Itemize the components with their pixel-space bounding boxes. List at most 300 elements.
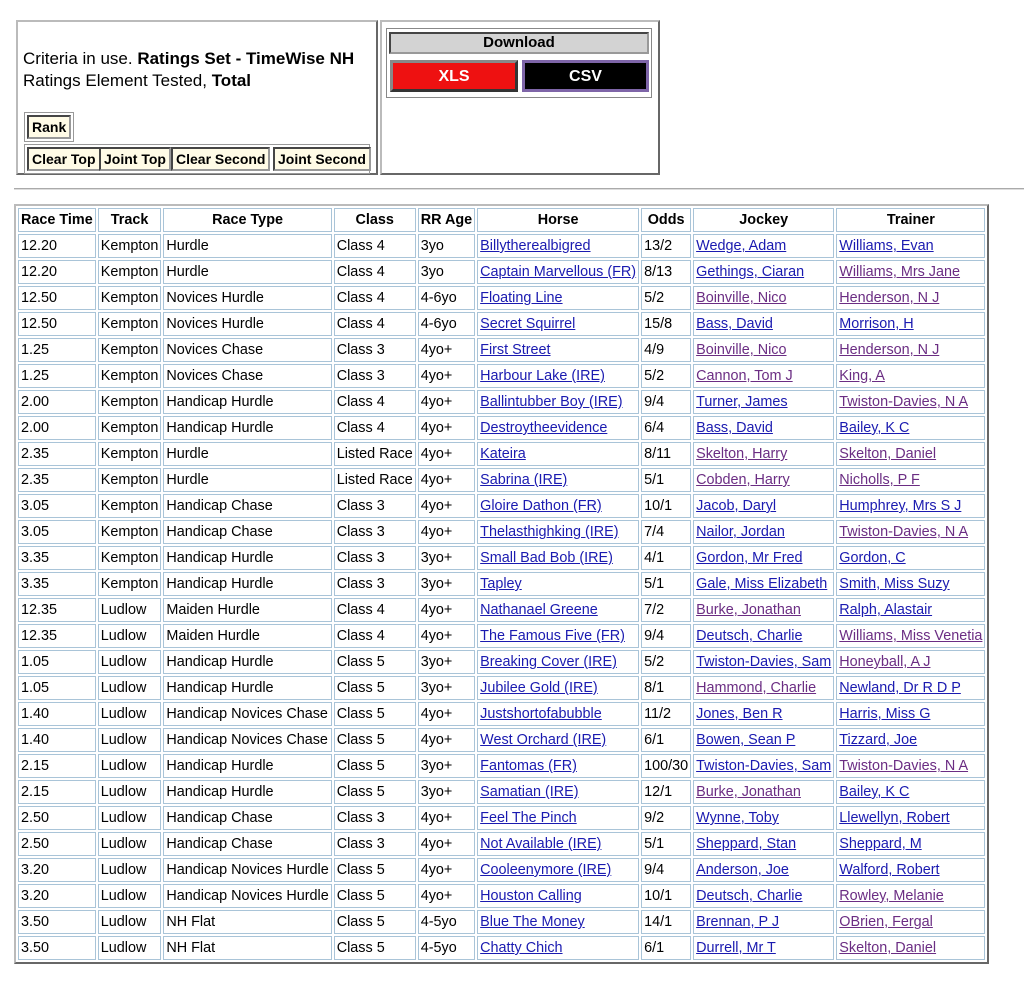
horse-link[interactable]: Captain Marvellous (FR) bbox=[480, 264, 637, 280]
jockey-link[interactable]: Boinville, Nico bbox=[696, 342, 787, 358]
horse-link[interactable]: West Orchard (IRE) bbox=[480, 732, 607, 748]
table-row bbox=[18, 598, 985, 622]
trainer-link[interactable]: Newland, Dr R D P bbox=[839, 680, 961, 696]
trainer-link[interactable]: Honeyball, A J bbox=[839, 654, 931, 670]
jockey-cell bbox=[693, 442, 834, 466]
horse-cell bbox=[477, 624, 639, 648]
track-cell: Kempton bbox=[98, 286, 162, 310]
jockey-link[interactable]: Bass, David bbox=[696, 316, 773, 332]
trainer-link[interactable]: Twiston-Davies, N A bbox=[839, 394, 969, 410]
odds-cell: 9/4 bbox=[641, 858, 691, 882]
race-time-cell: 1.40 bbox=[18, 728, 96, 752]
table-body bbox=[18, 234, 985, 960]
race-type-cell: Handicap Hurdle bbox=[163, 650, 331, 674]
rr-age-cell: 4-5yo bbox=[418, 936, 475, 960]
race-time-cell: 2.15 bbox=[18, 754, 96, 778]
rr-age-cell: 3yo bbox=[418, 234, 475, 258]
rr-age-cell: 4yo+ bbox=[418, 416, 475, 440]
horse-link[interactable]: First Street bbox=[480, 342, 551, 358]
rr-age-cell: 4-5yo bbox=[418, 910, 475, 934]
trainer-cell bbox=[836, 468, 985, 492]
trainer-link[interactable]: Rowley, Melanie bbox=[839, 888, 944, 904]
race-time-cell: 3.05 bbox=[18, 520, 96, 544]
class-cell: Class 5 bbox=[334, 676, 416, 700]
table-row bbox=[18, 780, 985, 804]
trainer-link[interactable]: Llewellyn, Robert bbox=[839, 810, 950, 826]
odds-cell: 5/1 bbox=[641, 468, 691, 492]
odds-cell: 6/4 bbox=[641, 416, 691, 440]
race-time-cell: 3.20 bbox=[18, 858, 96, 882]
jockey-cell bbox=[693, 936, 834, 960]
column-header-race-type: Race Type bbox=[163, 208, 331, 232]
horse-link[interactable]: Cooleenymore (IRE) bbox=[480, 862, 612, 878]
rr-age-cell: 3yo+ bbox=[418, 546, 475, 570]
race-type-cell: Handicap Chase bbox=[163, 832, 331, 856]
odds-cell: 5/2 bbox=[641, 650, 691, 674]
track-cell: Kempton bbox=[98, 390, 162, 414]
trainer-cell bbox=[836, 910, 985, 934]
horse-link[interactable]: Floating Line bbox=[480, 290, 563, 306]
trainer-cell bbox=[836, 832, 985, 856]
jockey-link[interactable]: Bowen, Sean P bbox=[696, 732, 796, 748]
race-type-cell: Handicap Chase bbox=[163, 520, 331, 544]
race-time-cell: 12.35 bbox=[18, 624, 96, 648]
jockey-link[interactable]: Twiston-Davies, Sam bbox=[696, 758, 832, 774]
trainer-cell bbox=[836, 338, 985, 362]
rr-age-cell: 3yo+ bbox=[418, 754, 475, 778]
horse-link[interactable]: Samatian (IRE) bbox=[480, 784, 579, 800]
odds-cell: 10/1 bbox=[641, 494, 691, 518]
rr-age-cell: 4yo+ bbox=[418, 598, 475, 622]
odds-cell: 6/1 bbox=[641, 936, 691, 960]
selection-button-row bbox=[24, 144, 370, 174]
xls-download-button[interactable]: XLS bbox=[390, 60, 518, 92]
trainer-link[interactable]: OBrien, Fergal bbox=[839, 914, 933, 930]
horse-cell bbox=[477, 416, 639, 440]
jockey-link[interactable]: Gale, Miss Elizabeth bbox=[696, 576, 828, 592]
track-cell: Kempton bbox=[98, 494, 162, 518]
horse-cell bbox=[477, 260, 639, 284]
jockey-link[interactable]: Gordon, Mr Fred bbox=[696, 550, 803, 566]
track-cell: Ludlow bbox=[98, 858, 162, 882]
table-row bbox=[18, 702, 985, 726]
trainer-cell bbox=[836, 364, 985, 388]
trainer-link[interactable]: Humphrey, Mrs S J bbox=[839, 498, 962, 514]
trainer-link[interactable]: Tizzard, Joe bbox=[839, 732, 918, 748]
jockey-cell bbox=[693, 286, 834, 310]
trainer-cell bbox=[836, 936, 985, 960]
jockey-cell bbox=[693, 858, 834, 882]
track-cell: Kempton bbox=[98, 546, 162, 570]
track-cell: Ludlow bbox=[98, 806, 162, 830]
table-row bbox=[18, 390, 985, 414]
horse-cell bbox=[477, 520, 639, 544]
column-header-trainer: Trainer bbox=[836, 208, 985, 232]
horse-cell bbox=[477, 364, 639, 388]
race-type-cell: Hurdle bbox=[163, 260, 331, 284]
class-cell: Class 4 bbox=[334, 286, 416, 310]
jockey-cell bbox=[693, 754, 834, 778]
trainer-cell bbox=[836, 416, 985, 440]
download-header: Download bbox=[389, 32, 649, 54]
class-cell: Listed Race bbox=[334, 442, 416, 466]
csv-download-button[interactable]: CSV bbox=[522, 60, 649, 92]
rr-age-cell: 3yo+ bbox=[418, 572, 475, 596]
odds-cell: 9/4 bbox=[641, 390, 691, 414]
race-type-cell: Handicap Novices Hurdle bbox=[163, 858, 331, 882]
trainer-link[interactable]: Morrison, H bbox=[839, 316, 914, 332]
race-time-cell: 2.00 bbox=[18, 416, 96, 440]
table-row bbox=[18, 494, 985, 518]
jockey-cell bbox=[693, 572, 834, 596]
odds-cell: 4/1 bbox=[641, 546, 691, 570]
criteria-prefix: Criteria in use. bbox=[23, 49, 138, 68]
column-header-odds: Odds bbox=[641, 208, 691, 232]
trainer-cell bbox=[836, 676, 985, 700]
track-cell: Ludlow bbox=[98, 910, 162, 934]
table-row bbox=[18, 468, 985, 492]
clear-second-button[interactable]: Clear Second bbox=[171, 147, 270, 171]
jockey-cell bbox=[693, 494, 834, 518]
odds-cell: 5/2 bbox=[641, 364, 691, 388]
horse-link[interactable]: Secret Squirrel bbox=[480, 316, 576, 332]
class-cell: Class 3 bbox=[334, 572, 416, 596]
jockey-cell bbox=[693, 832, 834, 856]
class-cell: Class 5 bbox=[334, 702, 416, 726]
odds-cell: 7/2 bbox=[641, 598, 691, 622]
horse-link[interactable]: Billytherealbigred bbox=[480, 238, 591, 254]
track-cell: Ludlow bbox=[98, 676, 162, 700]
horse-cell bbox=[477, 702, 639, 726]
jockey-link[interactable]: Deutsch, Charlie bbox=[696, 628, 803, 644]
rr-age-cell: 3yo+ bbox=[418, 650, 475, 674]
jockey-cell bbox=[693, 884, 834, 908]
jockey-link[interactable]: Wynne, Toby bbox=[696, 810, 779, 826]
horse-cell bbox=[477, 390, 639, 414]
race-time-cell: 2.50 bbox=[18, 806, 96, 830]
class-cell: Class 4 bbox=[334, 416, 416, 440]
trainer-link[interactable]: Skelton, Daniel bbox=[839, 446, 937, 462]
joint-second-button[interactable]: Joint Second bbox=[273, 147, 371, 171]
class-cell: Class 3 bbox=[334, 546, 416, 570]
rank-group bbox=[24, 112, 74, 142]
trainer-link[interactable]: Bailey, K C bbox=[839, 420, 910, 436]
odds-cell: 4/9 bbox=[641, 338, 691, 362]
horse-link[interactable]: Sabrina (IRE) bbox=[480, 472, 568, 488]
trainer-link[interactable]: Gordon, C bbox=[839, 550, 906, 566]
horse-link[interactable]: Destroytheevidence bbox=[480, 420, 608, 436]
clear-top-button[interactable]: Clear Top bbox=[27, 147, 101, 171]
criteria-text bbox=[23, 48, 354, 92]
jockey-link[interactable]: Anderson, Joe bbox=[696, 862, 789, 878]
rr-age-cell: 4yo+ bbox=[418, 442, 475, 466]
horse-cell bbox=[477, 468, 639, 492]
table-row bbox=[18, 910, 985, 934]
horse-link[interactable]: Small Bad Bob (IRE) bbox=[480, 550, 613, 566]
column-header-race-time: Race Time bbox=[18, 208, 96, 232]
race-time-cell: 3.20 bbox=[18, 884, 96, 908]
class-cell: Class 5 bbox=[334, 910, 416, 934]
race-time-cell: 12.35 bbox=[18, 598, 96, 622]
horse-link[interactable]: Kateira bbox=[480, 446, 526, 462]
horse-link[interactable]: Justshortofabubble bbox=[480, 706, 602, 722]
race-type-cell: Handicap Hurdle bbox=[163, 546, 331, 570]
race-time-cell: 1.40 bbox=[18, 702, 96, 726]
track-cell: Ludlow bbox=[98, 754, 162, 778]
trainer-link[interactable]: Bailey, K C bbox=[839, 784, 910, 800]
jockey-link[interactable]: Cannon, Tom J bbox=[696, 368, 793, 384]
race-type-cell: Novices Hurdle bbox=[163, 286, 331, 310]
rank-button[interactable]: Rank bbox=[27, 115, 71, 139]
trainer-cell bbox=[836, 650, 985, 674]
jockey-link[interactable]: Gethings, Ciaran bbox=[696, 264, 805, 280]
race-type-cell: Novices Chase bbox=[163, 364, 331, 388]
race-time-cell: 3.05 bbox=[18, 494, 96, 518]
horse-cell bbox=[477, 806, 639, 830]
trainer-cell bbox=[836, 494, 985, 518]
jockey-link[interactable]: Deutsch, Charlie bbox=[696, 888, 803, 904]
odds-cell: 9/4 bbox=[641, 624, 691, 648]
horse-link[interactable]: Blue The Money bbox=[480, 914, 585, 930]
class-cell: Class 3 bbox=[334, 832, 416, 856]
track-cell: Kempton bbox=[98, 468, 162, 492]
trainer-cell bbox=[836, 286, 985, 310]
race-type-cell: Handicap Hurdle bbox=[163, 754, 331, 778]
jockey-link[interactable]: Turner, James bbox=[696, 394, 788, 410]
element-prefix: Ratings Element Tested, bbox=[23, 71, 212, 90]
jockey-link[interactable]: Hammond, Charlie bbox=[696, 680, 817, 696]
trainer-link[interactable]: Skelton, Daniel bbox=[839, 940, 937, 956]
trainer-cell bbox=[836, 754, 985, 778]
class-cell: Class 5 bbox=[334, 884, 416, 908]
class-cell: Class 3 bbox=[334, 494, 416, 518]
column-header-horse: Horse bbox=[477, 208, 639, 232]
class-cell: Class 5 bbox=[334, 858, 416, 882]
horse-cell bbox=[477, 572, 639, 596]
horse-link[interactable]: Not Available (IRE) bbox=[480, 836, 602, 852]
horse-link[interactable]: Chatty Chich bbox=[480, 940, 563, 956]
trainer-link[interactable]: Walford, Robert bbox=[839, 862, 940, 878]
horse-cell bbox=[477, 234, 639, 258]
trainer-cell bbox=[836, 598, 985, 622]
jockey-cell bbox=[693, 520, 834, 544]
column-header-track: Track bbox=[98, 208, 162, 232]
table-row bbox=[18, 806, 985, 830]
jockey-cell bbox=[693, 468, 834, 492]
horse-cell bbox=[477, 936, 639, 960]
trainer-link[interactable]: Twiston-Davies, N A bbox=[839, 758, 969, 774]
class-cell: Class 4 bbox=[334, 624, 416, 648]
race-type-cell: Novices Hurdle bbox=[163, 312, 331, 336]
class-cell: Class 3 bbox=[334, 338, 416, 362]
race-type-cell: Handicap Hurdle bbox=[163, 780, 331, 804]
rr-age-cell: 4yo+ bbox=[418, 520, 475, 544]
horse-link[interactable]: Gloire Dathon (FR) bbox=[480, 498, 602, 514]
trainer-link[interactable]: Henderson, N J bbox=[839, 342, 940, 358]
class-cell: Class 3 bbox=[334, 364, 416, 388]
race-time-cell: 12.20 bbox=[18, 234, 96, 258]
horse-cell bbox=[477, 858, 639, 882]
class-cell: Class 5 bbox=[334, 780, 416, 804]
jockey-link[interactable]: Jones, Ben R bbox=[696, 706, 783, 722]
column-header-rr-age: RR Age bbox=[418, 208, 475, 232]
odds-cell: 12/1 bbox=[641, 780, 691, 804]
race-time-cell: 1.25 bbox=[18, 364, 96, 388]
jockey-cell bbox=[693, 312, 834, 336]
jockey-link[interactable]: Jacob, Daryl bbox=[696, 498, 777, 514]
jockey-cell bbox=[693, 650, 834, 674]
class-cell: Class 4 bbox=[334, 260, 416, 284]
race-time-cell: 2.35 bbox=[18, 442, 96, 466]
jockey-link[interactable]: Brennan, P J bbox=[696, 914, 780, 930]
race-time-cell: 1.25 bbox=[18, 338, 96, 362]
track-cell: Ludlow bbox=[98, 780, 162, 804]
odds-cell: 5/1 bbox=[641, 572, 691, 596]
trainer-cell bbox=[836, 442, 985, 466]
horse-link[interactable]: Ballintubber Boy (IRE) bbox=[480, 394, 623, 410]
jockey-link[interactable]: Twiston-Davies, Sam bbox=[696, 654, 832, 670]
jockey-cell bbox=[693, 598, 834, 622]
jockey-cell bbox=[693, 546, 834, 570]
horse-cell bbox=[477, 650, 639, 674]
class-cell: Class 4 bbox=[334, 390, 416, 414]
race-type-cell: NH Flat bbox=[163, 936, 331, 960]
jockey-cell bbox=[693, 416, 834, 440]
trainer-link[interactable]: Ralph, Alastair bbox=[839, 602, 933, 618]
trainer-link[interactable]: Henderson, N J bbox=[839, 290, 940, 306]
odds-cell: 6/1 bbox=[641, 728, 691, 752]
horse-link[interactable]: Thelasthighking (IRE) bbox=[480, 524, 619, 540]
rr-age-cell: 4yo+ bbox=[418, 624, 475, 648]
trainer-cell bbox=[836, 806, 985, 830]
trainer-cell bbox=[836, 572, 985, 596]
rr-age-cell: 4yo+ bbox=[418, 494, 475, 518]
trainer-cell bbox=[836, 312, 985, 336]
trainer-link[interactable]: Williams, Miss Venetia bbox=[839, 628, 983, 644]
table-row bbox=[18, 936, 985, 960]
table-row bbox=[18, 364, 985, 388]
results-table bbox=[14, 204, 989, 964]
track-cell: Ludlow bbox=[98, 728, 162, 752]
track-cell: Ludlow bbox=[98, 598, 162, 622]
race-time-cell: 12.50 bbox=[18, 286, 96, 310]
trainer-link[interactable]: Harris, Miss G bbox=[839, 706, 931, 722]
jockey-link[interactable]: Bass, David bbox=[696, 420, 773, 436]
trainer-cell bbox=[836, 390, 985, 414]
jockey-link[interactable]: Boinville, Nico bbox=[696, 290, 787, 306]
race-time-cell: 1.05 bbox=[18, 650, 96, 674]
track-cell: Kempton bbox=[98, 364, 162, 388]
horse-link[interactable]: Houston Calling bbox=[480, 888, 582, 904]
table-row bbox=[18, 234, 985, 258]
horse-cell bbox=[477, 884, 639, 908]
jockey-link[interactable]: Skelton, Harry bbox=[696, 446, 788, 462]
horse-link[interactable]: Feel The Pinch bbox=[480, 810, 577, 826]
horse-link[interactable]: Breaking Cover (IRE) bbox=[480, 654, 617, 670]
table-row bbox=[18, 520, 985, 544]
criteria-panel bbox=[16, 20, 378, 175]
rr-age-cell: 4yo+ bbox=[418, 884, 475, 908]
jockey-link[interactable]: Burke, Jonathan bbox=[696, 602, 801, 618]
table-row bbox=[18, 546, 985, 570]
rr-age-cell: 4yo+ bbox=[418, 806, 475, 830]
race-time-cell: 12.20 bbox=[18, 260, 96, 284]
race-time-cell: 1.05 bbox=[18, 676, 96, 700]
race-time-cell: 2.15 bbox=[18, 780, 96, 804]
table-row bbox=[18, 312, 985, 336]
race-time-cell: 3.35 bbox=[18, 572, 96, 596]
odds-cell: 8/1 bbox=[641, 676, 691, 700]
trainer-link[interactable]: Nicholls, P F bbox=[839, 472, 920, 488]
column-header-class: Class bbox=[334, 208, 416, 232]
rr-age-cell: 4yo+ bbox=[418, 364, 475, 388]
jockey-link[interactable]: Nailor, Jordan bbox=[696, 524, 785, 540]
race-type-cell: Hurdle bbox=[163, 442, 331, 466]
jockey-cell bbox=[693, 390, 834, 414]
trainer-link[interactable]: Sheppard, M bbox=[839, 836, 922, 852]
rr-age-cell: 4yo+ bbox=[418, 468, 475, 492]
jockey-cell bbox=[693, 364, 834, 388]
odds-cell: 5/1 bbox=[641, 832, 691, 856]
trainer-link[interactable]: Smith, Miss Suzy bbox=[839, 576, 950, 592]
horse-link[interactable]: Jubilee Gold (IRE) bbox=[480, 680, 598, 696]
jockey-link[interactable]: Burke, Jonathan bbox=[696, 784, 801, 800]
track-cell: Ludlow bbox=[98, 884, 162, 908]
horse-cell bbox=[477, 546, 639, 570]
horse-link[interactable]: Nathanael Greene bbox=[480, 602, 598, 618]
trainer-link[interactable]: King, A bbox=[839, 368, 885, 384]
race-time-cell: 12.50 bbox=[18, 312, 96, 336]
jockey-link[interactable]: Durrell, Mr T bbox=[696, 940, 776, 956]
race-type-cell: Handicap Chase bbox=[163, 806, 331, 830]
track-cell: Kempton bbox=[98, 260, 162, 284]
table-row bbox=[18, 572, 985, 596]
horse-link[interactable]: Harbour Lake (IRE) bbox=[480, 368, 605, 384]
track-cell: Ludlow bbox=[98, 702, 162, 726]
ratings-set: Ratings Set - TimeWise NH bbox=[137, 49, 355, 68]
horse-link[interactable]: Tapley bbox=[480, 576, 522, 592]
jockey-cell bbox=[693, 910, 834, 934]
race-time-cell: 3.50 bbox=[18, 936, 96, 960]
trainer-link[interactable]: Williams, Evan bbox=[839, 238, 934, 254]
horse-cell bbox=[477, 754, 639, 778]
horse-link[interactable]: Fantomas (FR) bbox=[480, 758, 577, 774]
jockey-link[interactable]: Cobden, Harry bbox=[696, 472, 790, 488]
joint-top-button[interactable]: Joint Top bbox=[99, 147, 171, 171]
jockey-cell bbox=[693, 806, 834, 830]
race-type-cell: Handicap Chase bbox=[163, 494, 331, 518]
track-cell: Kempton bbox=[98, 234, 162, 258]
table-row bbox=[18, 832, 985, 856]
trainer-link[interactable]: Williams, Mrs Jane bbox=[839, 264, 961, 280]
track-cell: Ludlow bbox=[98, 650, 162, 674]
jockey-link[interactable]: Sheppard, Stan bbox=[696, 836, 797, 852]
table-row bbox=[18, 442, 985, 466]
race-time-cell: 3.35 bbox=[18, 546, 96, 570]
horse-link[interactable]: The Famous Five (FR) bbox=[480, 628, 625, 644]
download-panel bbox=[380, 20, 660, 175]
table-row bbox=[18, 416, 985, 440]
trainer-link[interactable]: Twiston-Davies, N A bbox=[839, 524, 969, 540]
table-row bbox=[18, 650, 985, 674]
jockey-link[interactable]: Wedge, Adam bbox=[696, 238, 787, 254]
section-divider bbox=[14, 188, 1024, 190]
class-cell: Listed Race bbox=[334, 468, 416, 492]
track-cell: Kempton bbox=[98, 416, 162, 440]
race-type-cell: Handicap Hurdle bbox=[163, 572, 331, 596]
race-type-cell: Handicap Novices Chase bbox=[163, 702, 331, 726]
trainer-cell bbox=[836, 884, 985, 908]
